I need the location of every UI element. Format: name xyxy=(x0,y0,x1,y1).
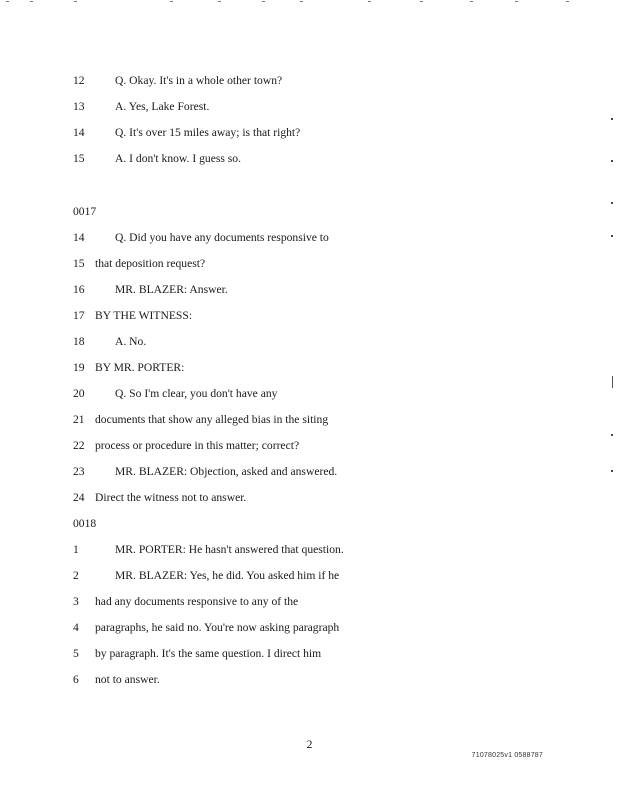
line-text: MR. BLAZER: Objection, asked and answered. xyxy=(115,465,338,478)
line-number: 14 xyxy=(73,231,85,244)
transcript-line xyxy=(0,672,560,688)
line-number: 20 xyxy=(73,387,85,400)
line-text: BY MR. PORTER: xyxy=(95,361,185,374)
transcript-line xyxy=(0,360,560,376)
line-number: 16 xyxy=(73,283,85,296)
transcript-line xyxy=(0,73,560,89)
transcript-line xyxy=(0,438,560,454)
line-text: Q. Did you have any documents responsive to xyxy=(115,231,329,244)
line-number: 22 xyxy=(73,439,85,452)
transcript-line xyxy=(0,282,560,298)
scan-artifact-mark xyxy=(611,470,613,472)
line-text: Direct the witness not to answer. xyxy=(95,491,247,504)
line-number: 15 xyxy=(73,152,85,165)
line-number: 24 xyxy=(73,491,85,504)
transcript-line xyxy=(0,256,560,272)
transcript-line xyxy=(0,230,560,246)
transcript-line xyxy=(0,464,560,480)
transcript-line xyxy=(0,125,560,141)
scan-artifact-mark xyxy=(611,235,613,237)
line-number: 5 xyxy=(73,647,79,660)
line-number: 23 xyxy=(73,465,85,478)
transcript-line xyxy=(0,646,560,662)
transcript-line xyxy=(0,334,560,350)
document-id: 71078025v1 0588787 xyxy=(471,752,543,759)
line-number: 18 xyxy=(73,335,85,348)
scan-artifact-mark xyxy=(611,434,613,436)
line-text: Q. Okay. It's in a whole other town? xyxy=(115,74,283,87)
page-number: 2 xyxy=(306,738,313,751)
scan-artifact-mark xyxy=(611,160,613,162)
line-number: 19 xyxy=(73,361,85,374)
transcript-line xyxy=(0,542,560,558)
scan-artifact-mark xyxy=(611,118,613,120)
line-number: 4 xyxy=(73,621,79,634)
line-number: 21 xyxy=(73,413,85,426)
line-number: 2 xyxy=(73,569,79,582)
line-number: 1 xyxy=(73,543,79,556)
line-number: 3 xyxy=(73,595,79,608)
line-text: MR. BLAZER: Answer. xyxy=(115,283,228,296)
transcript-line xyxy=(0,99,560,115)
line-number: 17 xyxy=(73,309,85,322)
transcript-line xyxy=(0,490,560,506)
line-number: 15 xyxy=(73,257,85,270)
line-text: paragraphs, he said no. You're now asking paragraph xyxy=(95,621,340,634)
line-number: 13 xyxy=(73,100,85,113)
line-text: had any documents responsive to any of the xyxy=(95,595,299,608)
scan-artifact-mark xyxy=(611,202,613,204)
line-text: MR. PORTER: He hasn't answered that question. xyxy=(115,543,344,556)
transcript-page-label: 0017 xyxy=(73,205,97,218)
scan-artifact-mark xyxy=(612,376,613,388)
line-text: Q. It's over 15 miles away; is that right? xyxy=(115,126,301,139)
line-number: 6 xyxy=(73,673,79,686)
line-text: process or procedure in this matter; correct? xyxy=(95,439,300,452)
transcript-page-label: 0018 xyxy=(73,517,97,530)
line-text: documents that show any alleged bias in the siting xyxy=(95,413,329,426)
transcript-line xyxy=(0,620,560,636)
line-text: A. I don't know. I guess so. xyxy=(115,152,241,165)
line-text: BY THE WITNESS: xyxy=(95,309,193,322)
line-number: 12 xyxy=(73,74,85,87)
transcript-line xyxy=(0,568,560,584)
line-text: that deposition request? xyxy=(95,257,206,270)
line-text: MR. BLAZER: Yes, he did. You asked him if he xyxy=(115,569,340,582)
line-text: Q. So I'm clear, you don't have any xyxy=(115,387,278,400)
line-text: by paragraph. It's the same question. I direct him xyxy=(95,647,322,660)
line-text: A. Yes, Lake Forest. xyxy=(115,100,210,113)
transcript-line xyxy=(0,412,560,428)
transcript-line xyxy=(0,151,560,167)
transcript-line xyxy=(0,308,560,324)
scan-artifact-top xyxy=(0,0,619,4)
line-number: 14 xyxy=(73,126,85,139)
transcript-line xyxy=(0,386,560,402)
line-text: A. No. xyxy=(115,335,147,348)
line-text: not to answer. xyxy=(95,673,160,686)
transcript-line xyxy=(0,594,560,610)
